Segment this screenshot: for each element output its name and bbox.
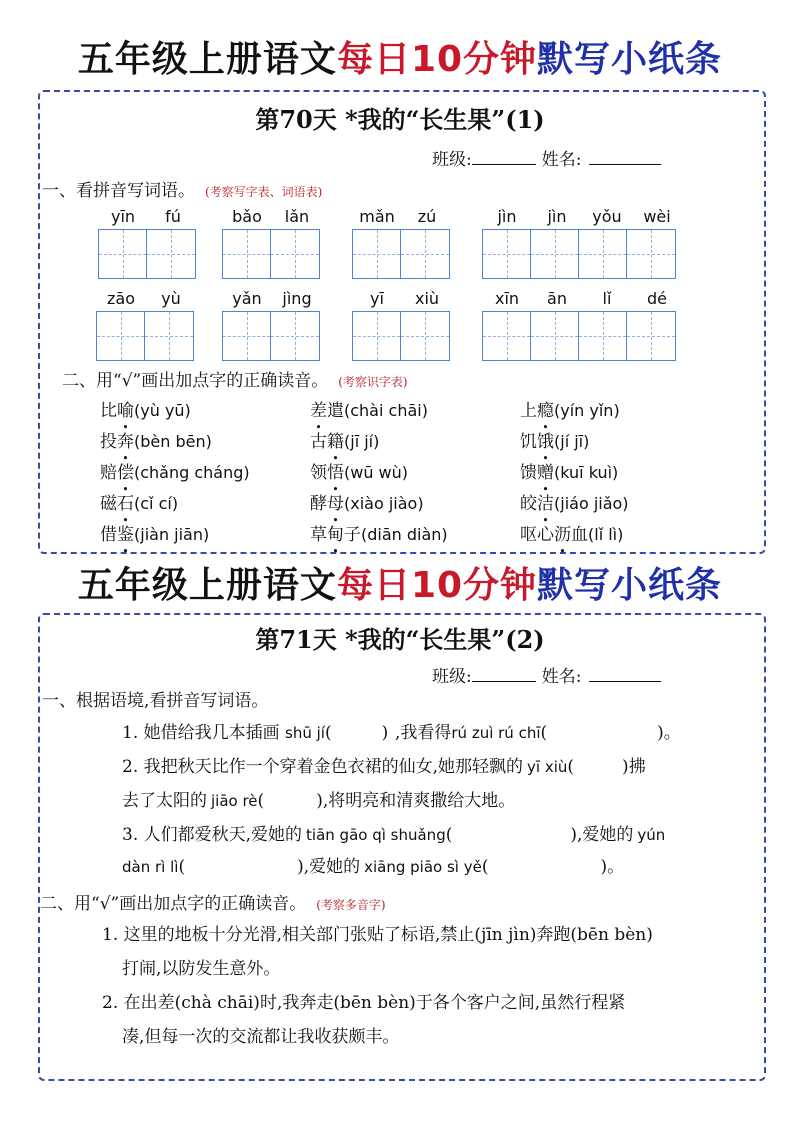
writing-grid (98, 229, 196, 279)
answer-blank[interactable]: ( ) (567, 757, 629, 777)
section-heading: 一、看拼音写词语。 (考察写字表、词语表) (42, 181, 323, 201)
tianzige-cell[interactable] (483, 312, 531, 360)
tianzige-cell[interactable] (579, 230, 627, 278)
pinyin-label: wèi (643, 207, 671, 226)
tianzige-cell[interactable] (627, 230, 675, 278)
answer-blank[interactable]: ( ) (445, 825, 577, 845)
section-heading: 二、用“√”画出加点字的正确读音。 (考察识字表) (62, 371, 408, 391)
question-4: 1. 这里的地板十分光滑,相关部门张贴了标语,禁止(jīn jìn)奔跑(bēn bèn) (102, 925, 653, 945)
reading-item: 草甸子(diān diàn) (310, 525, 448, 545)
tianzige-cell[interactable] (401, 312, 449, 360)
pinyin-row-2 (0, 290, 800, 362)
pinyin-label: lǐ (602, 289, 612, 308)
tianzige-cell[interactable] (483, 230, 531, 278)
section-heading: 一、根据语境,看拼音写词语。 (42, 691, 269, 711)
tianzige-cell[interactable] (97, 312, 145, 360)
pinyin-row-1 (0, 208, 800, 280)
question-3-line-2: dàn rì lì( ),爱她的 xiāng piāo sì yě( )。 (122, 857, 625, 877)
pinyin-label: dé (647, 289, 667, 308)
class-blank[interactable] (472, 665, 536, 682)
answer-blank[interactable]: ( ) (481, 857, 608, 877)
reading-item: 借鉴(jiàn jiān) (100, 525, 210, 545)
reading-item: 馈赠(kuī kuì) (520, 463, 619, 483)
worksheet-title: 五年级上册语文每日10分钟默写小纸条 (77, 565, 723, 606)
writing-grid (482, 311, 676, 361)
tianzige-cell[interactable] (531, 230, 579, 278)
question-3: 3. 人们都爱秋天,爱她的 tiān gāo qì shuǎng( ),爱她的 yún (122, 825, 666, 845)
tianzige-cell[interactable] (531, 312, 579, 360)
writing-grid (352, 229, 450, 279)
pinyin-label: fú (165, 207, 181, 226)
pinyin-label: xiù (414, 289, 440, 308)
tianzige-cell[interactable] (147, 230, 195, 278)
answer-blank[interactable]: ( ) (257, 791, 323, 811)
answer-blank[interactable]: ( ) (540, 723, 664, 743)
worksheet-title: 五年级上册语文每日10分钟默写小纸条 (77, 39, 723, 80)
reading-item: 皎洁(jiáo jiǎo) (520, 494, 629, 514)
class-blank[interactable] (472, 148, 536, 165)
pinyin-label: lǎn (284, 207, 310, 226)
writing-grid (222, 229, 320, 279)
tianzige-cell[interactable] (271, 312, 319, 360)
question-2-line-2: 去了太阳的 jiāo rè( ),将明亮和清爽撒给大地。 (122, 791, 516, 811)
tianzige-cell[interactable] (145, 312, 193, 360)
day-title: 第70天 *我的“长生果”(1) (255, 105, 545, 134)
reading-item: 比喻(yù yū) (100, 401, 191, 421)
question-5: 2. 在出差(chà chāi)时,我奔走(bēn bèn)于各个客户之间,虽然行程紧 (102, 993, 626, 1013)
name-blank[interactable] (589, 148, 661, 165)
reading-item: 领悟(wū wù) (310, 463, 409, 483)
tianzige-cell[interactable] (271, 230, 319, 278)
pinyin-label: mǎn (359, 207, 395, 226)
reading-item: 差遣(chài chāi) (310, 401, 428, 421)
tianzige-cell[interactable] (223, 312, 271, 360)
class-name-line: 班级: 姓名: (432, 665, 661, 688)
tianzige-cell[interactable] (401, 230, 449, 278)
pinyin-label: jìng (282, 289, 312, 308)
question-2: 2. 我把秋天比作一个穿着金色衣裙的仙女,她那轻飘的 yī xiù( )拂 (122, 757, 646, 777)
reading-item: 酵母(xiào jiào) (310, 494, 424, 514)
pinyin-label: ān (547, 289, 567, 308)
pinyin-label: jìn (497, 207, 517, 226)
day-title: 第71天 *我的“长生果”(2) (255, 625, 545, 654)
reading-item: 上瘾(yín yǐn) (520, 401, 620, 421)
tianzige-cell[interactable] (99, 230, 147, 278)
writing-grid (222, 311, 320, 361)
pinyin-label: yù (161, 289, 181, 308)
answer-blank[interactable]: ( ) (178, 857, 304, 877)
reading-item: 磁石(cǐ cí) (100, 494, 179, 514)
reading-item: 投奔(bèn bēn) (100, 432, 212, 452)
tianzige-cell[interactable] (627, 312, 675, 360)
tianzige-cell[interactable] (223, 230, 271, 278)
class-name-line: 班级: 姓名: (432, 148, 661, 171)
pinyin-label: zú (417, 207, 437, 226)
writing-grid (96, 311, 194, 361)
pinyin-label: yǒu (592, 207, 622, 226)
pinyin-label: bǎo (232, 207, 262, 226)
writing-grid (482, 229, 676, 279)
pinyin-label: yīn (110, 207, 136, 226)
answer-blank[interactable]: ( ) (324, 723, 389, 743)
name-blank[interactable] (589, 665, 661, 682)
pinyin-label: yǎn (232, 289, 262, 308)
tianzige-cell[interactable] (353, 230, 401, 278)
reading-item: 饥饿(jí jī) (520, 432, 590, 452)
pinyin-label: zāo (107, 289, 135, 308)
pinyin-label: yī (370, 289, 384, 308)
reading-item: 古籍(jī jí) (310, 432, 380, 452)
section-heading: 二、用“√”画出加点字的正确读音。 (考察多音字) (40, 894, 386, 914)
reading-item: 呕心沥血(lǐ lì) (520, 525, 624, 545)
question-4-line-2: 打闹,以防发生意外。 (122, 959, 281, 979)
pinyin-label: jìn (547, 207, 567, 226)
tianzige-cell[interactable] (579, 312, 627, 360)
reading-item: 赔偿(chǎng cháng) (100, 463, 250, 483)
question-5-line-2: 凑,但每一次的交流都让我收获颇丰。 (122, 1027, 400, 1047)
question-1: 1. 她借给我几本插画 shū jí( ) ,我看得rú zuì rú chī( )。 (122, 723, 681, 743)
pinyin-label: xīn (494, 289, 520, 308)
tianzige-cell[interactable] (353, 312, 401, 360)
writing-grid (352, 311, 450, 361)
